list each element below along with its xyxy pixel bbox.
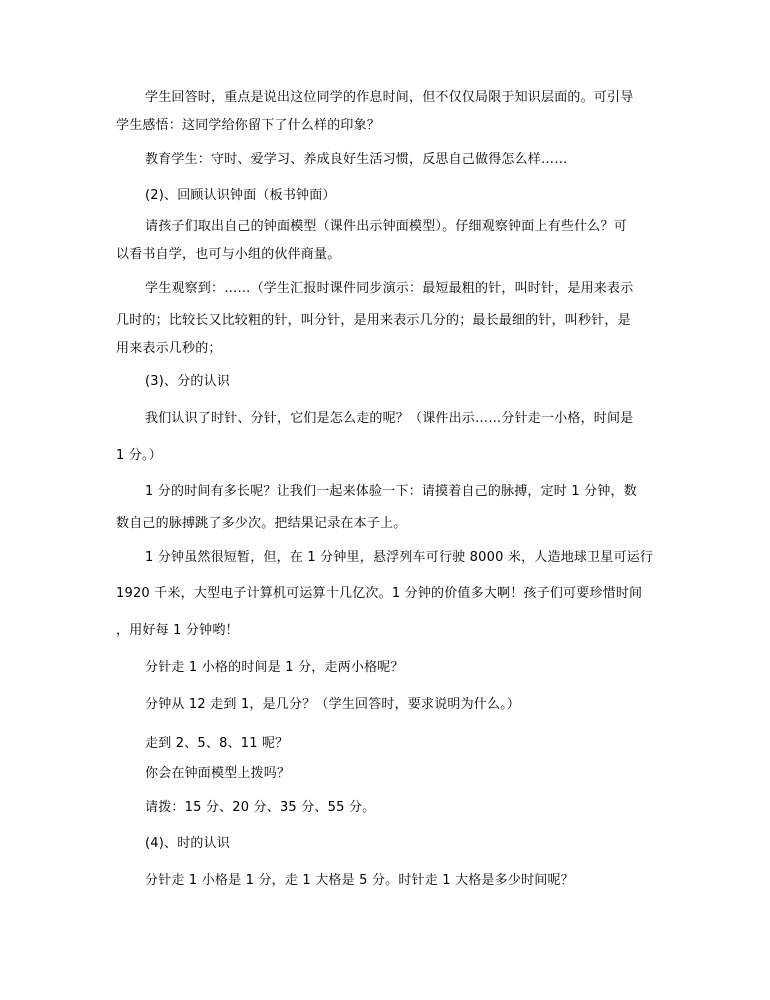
section-heading: (2)、回顾认识钟面（板书钟面）	[145, 188, 336, 203]
paragraph-line: 分钟从 12 走到 1，是几分？（学生回答时，要求说明为什么。）	[145, 697, 521, 712]
paragraph-line: 我们认识了时针、分针，它们是怎么走的呢？（课件出示……分针走一小格，时间是	[145, 411, 634, 426]
paragraph-line: 用来表示几秒的；	[116, 341, 222, 356]
section-heading: (3)、分的认识	[145, 374, 231, 389]
paragraph-line: ，用好每 1 分钟哟！	[116, 623, 239, 638]
paragraph-line: 1 分的时间有多长呢？让我们一起来体验一下：请摸着自己的脉搏，定时 1 分钟，数	[145, 484, 637, 499]
paragraph-line: 1 分。）	[116, 448, 162, 463]
paragraph-line: 1920 千米，大型电子计算机可运算十几亿次。1 分钟的价值多大啊！孩子们可要珍惜时间	[116, 586, 643, 601]
paragraph-line: 教育学生：守时、爱学习、养成良好生活习惯，反思自己做得怎么样……	[145, 152, 568, 167]
paragraph-line: 数自己的脉搏跳了多少次。把结果记录在本子上。	[116, 516, 407, 531]
paragraph-line: 走到 2、5、8、11 呢？	[145, 736, 289, 751]
paragraph-line: 学生观察到：……（学生汇报时课件同步演示：最短最粗的针，叫时针，是用来表示	[145, 281, 634, 296]
paragraph-line: 请拨：15 分、20 分、35 分、55 分。	[145, 800, 376, 815]
paragraph-line: 几时的；比较长又比较粗的针，叫分针，是用来表示几分的；最长最细的针，叫秒针，是	[116, 313, 631, 328]
paragraph-line: 分针走 1 小格是 1 分，走 1 大格是 5 分。时针走 1 大格是多少时间呢？	[145, 873, 574, 888]
paragraph-line: 以看书自学，也可与小组的伙伴商量。	[116, 247, 341, 262]
paragraph-line: 学生回答时，重点是说出这位同学的作息时间，但不仅仅局限于知识层面的。可引导	[145, 90, 634, 105]
paragraph-line: 请孩子们取出自己的钟面模型（课件出示钟面模型）。仔细观察钟面上有些什么？可	[145, 219, 627, 234]
section-heading: (4)、时的认识	[145, 836, 231, 851]
paragraph-line: 学生感悟：这同学给你留下了什么样的印象？	[116, 118, 381, 133]
paragraph-line: 你会在钟面模型上拨吗？	[145, 766, 291, 781]
paragraph-line: 分针走 1 小格的时间是 1 分，走两小格呢？	[145, 660, 404, 675]
paragraph-line: 1 分钟虽然很短暂，但，在 1 分钟里，悬浮列车可行驶 8000 米，人造地球卫星可运行	[145, 550, 654, 565]
